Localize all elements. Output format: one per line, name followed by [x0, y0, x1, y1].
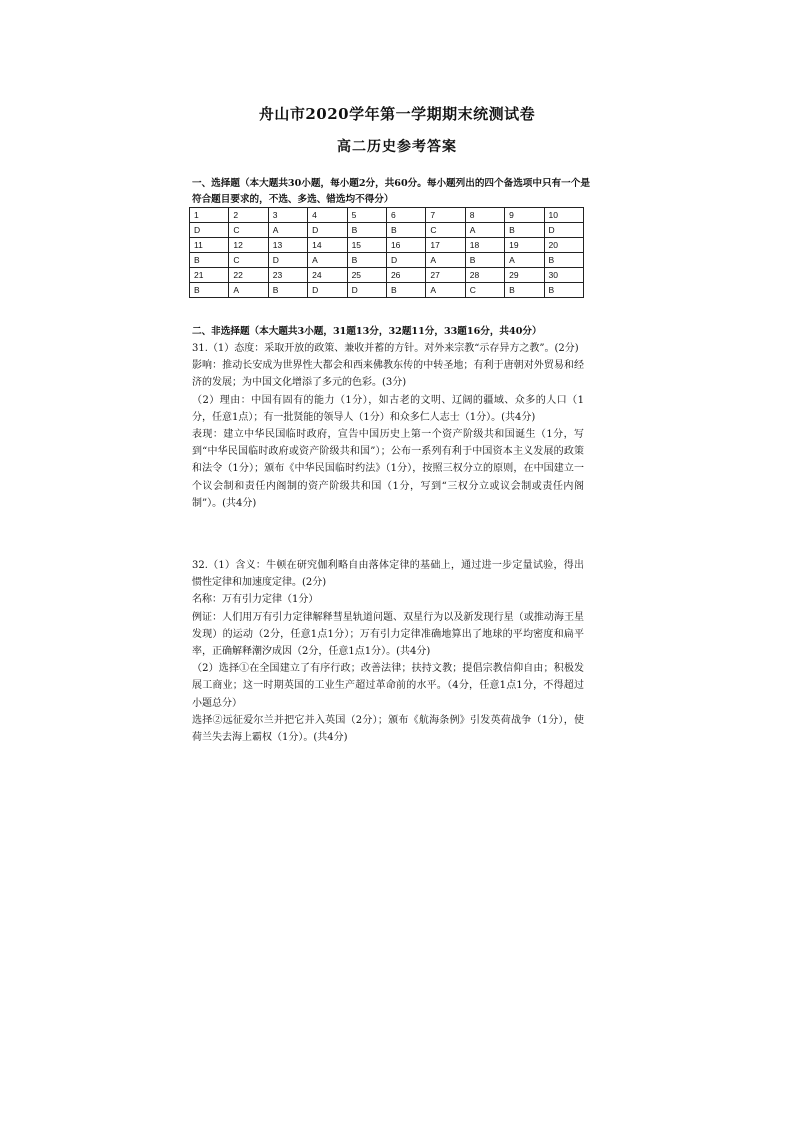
q32-part1-name: 名称：万有引力定律（1分） — [192, 594, 319, 606]
answer-cell: B — [465, 253, 504, 268]
answer-cell: D — [190, 223, 229, 238]
question-number-cell: 10 — [544, 208, 583, 223]
answer-cell: B — [544, 253, 583, 268]
q32-part1-meaning: 32.（1）含义：牛顿在研究伽利略自由落体定律的基础上，通过进一步定量试验，得出惯性定律和加速度定律。(2分) — [192, 560, 584, 589]
answer-cell: A — [465, 223, 504, 238]
answer-cell: B — [347, 253, 386, 268]
q31-part2-reason: （2）理由：中国有固有的能力（1分），如古老的文明、辽阔的疆域、众多的人口（1分，任意1点）；有一批贤能的领导人（1分）和众多仁人志士（1分）。(共4分) — [192, 394, 584, 423]
question-number-cell: 27 — [426, 268, 465, 283]
answer-cell: B — [347, 223, 386, 238]
question-number-cell: 26 — [386, 268, 425, 283]
answer-cell: A — [505, 253, 544, 268]
answer-cell: D — [308, 283, 347, 298]
question-number-cell: 13 — [268, 238, 307, 253]
answer-cell: A — [426, 253, 465, 268]
question-number-cell: 29 — [505, 268, 544, 283]
answer-cell: D — [308, 223, 347, 238]
q32-part2-choice2: 选择②远征爱尔兰并把它并入英国（2分）；颁布《航海条例》引发英荷战争（1分），使荷兰失去海上霸权（1分）。(共4分) — [192, 714, 584, 744]
answer-cell: C — [426, 223, 465, 238]
question-number-cell: 17 — [426, 238, 465, 253]
question-number-cell: 6 — [386, 208, 425, 223]
answer-cell: A — [308, 253, 347, 268]
question-number-cell: 24 — [308, 268, 347, 283]
question-number-cell: 7 — [426, 208, 465, 223]
answer-cell: B — [386, 223, 425, 238]
question-number-cell: 5 — [347, 208, 386, 223]
answer-row — [190, 283, 584, 298]
question-number-cell: 15 — [347, 238, 386, 253]
q31-part2-performance: 表现：建立中华民国临时政府，宣告中国历史上第一个资产阶级共和国诞生（1分，写到“中华民国临时政府或资产阶级共和国”）；公布一系列有利于中国资本主义发展的政策和法令（1分）；颁布《中华民国临时约法》（1分），按照三权分立的原则，在中国建立一个议会制和责任内阁制的资产阶级共和国（1分，写到“三权分立或议会制或责任内阁制”）。(共4分) — [192, 429, 584, 509]
document-title: 舟山市2020学年第一学期期末统测试卷 — [258, 105, 536, 123]
answer-row — [190, 253, 584, 268]
question-number-cell: 8 — [465, 208, 504, 223]
question-number-cell: 19 — [505, 238, 544, 253]
question-number-cell: 23 — [268, 268, 307, 283]
answer-cell: B — [190, 253, 229, 268]
answer-cell: B — [190, 283, 229, 298]
answer-cell: D — [268, 253, 307, 268]
question-number-cell: 21 — [190, 268, 229, 283]
section2-heading: 二、非选择题（本大题共3小题，31题13分，32题11分，33题16分，共40分） — [192, 326, 542, 337]
q31-part1-influence: 影响：推动长安成为世界性大都会和西来佛教东传的中转圣地；有利于唐朝对外贸易和经济的发展；为中国文化增添了多元的色彩。(3分) — [192, 360, 584, 389]
question-number-row — [190, 208, 584, 223]
answer-cell: C — [229, 223, 268, 238]
answer-cell: C — [465, 283, 504, 298]
question-number-cell: 1 — [190, 208, 229, 223]
q31-part1-attitude: 31.（1）态度：采取开放的政策、兼收并蓄的方针。对外来宗教“示存异方之教”。(2分) — [192, 343, 579, 354]
question-number-cell: 30 — [544, 268, 583, 283]
question-number-cell: 20 — [544, 238, 583, 253]
question-32-answer — [192, 557, 584, 744]
question-number-row — [190, 268, 584, 283]
answer-cell: A — [426, 283, 465, 298]
question-number-cell: 12 — [229, 238, 268, 253]
q32-part1-examples: 例证：人们用万有引力定律解释彗星轨道问题、双星行为以及新发现行星（或推动海王星发现）的运动（2分，任意1点1分）；万有引力定律准确地算出了地球的平均密度和扁平率，正确解释潮汐成因（2分，任意1点1分）。(共4分) — [192, 611, 584, 658]
question-number-cell: 14 — [308, 238, 347, 253]
answer-cell: A — [229, 283, 268, 298]
answer-cell: C — [229, 253, 268, 268]
section1-heading: 一、选择题（本大题共30小题，每小题2分，共60分。每小题列出的四个备选项中只有一个是符合题目要求的，不选、多选、错选均不得分） — [192, 178, 590, 205]
answer-cell: B — [386, 283, 425, 298]
answer-cell: D — [386, 253, 425, 268]
answer-cell: D — [544, 223, 583, 238]
answer-cell: A — [268, 223, 307, 238]
question-31-answer — [192, 340, 584, 512]
answer-table — [189, 207, 584, 298]
answer-row — [190, 223, 584, 238]
question-number-cell: 16 — [386, 238, 425, 253]
q32-part2-choice1: （2）选择①在全国建立了有序行政；改善法律；扶持文教；提倡宗教信仰自由；积极发展工商业；这一时期英国的工业生产超过革命前的水平。（4分，任意1点1分，不得超过小题总分） — [192, 663, 584, 709]
document-subtitle: 高二历史参考答案 — [337, 139, 457, 155]
question-number-cell: 4 — [308, 208, 347, 223]
question-number-cell: 2 — [229, 208, 268, 223]
question-number-cell: 22 — [229, 268, 268, 283]
question-number-cell: 25 — [347, 268, 386, 283]
question-number-cell: 28 — [465, 268, 504, 283]
answer-cell: B — [544, 283, 583, 298]
question-number-cell: 11 — [190, 238, 229, 253]
question-number-row — [190, 238, 584, 253]
answer-cell: B — [268, 283, 307, 298]
question-number-cell: 3 — [268, 208, 307, 223]
answer-cell: B — [505, 283, 544, 298]
question-number-cell: 9 — [505, 208, 544, 223]
answer-cell: B — [505, 223, 544, 238]
answer-cell: D — [347, 283, 386, 298]
question-number-cell: 18 — [465, 238, 504, 253]
